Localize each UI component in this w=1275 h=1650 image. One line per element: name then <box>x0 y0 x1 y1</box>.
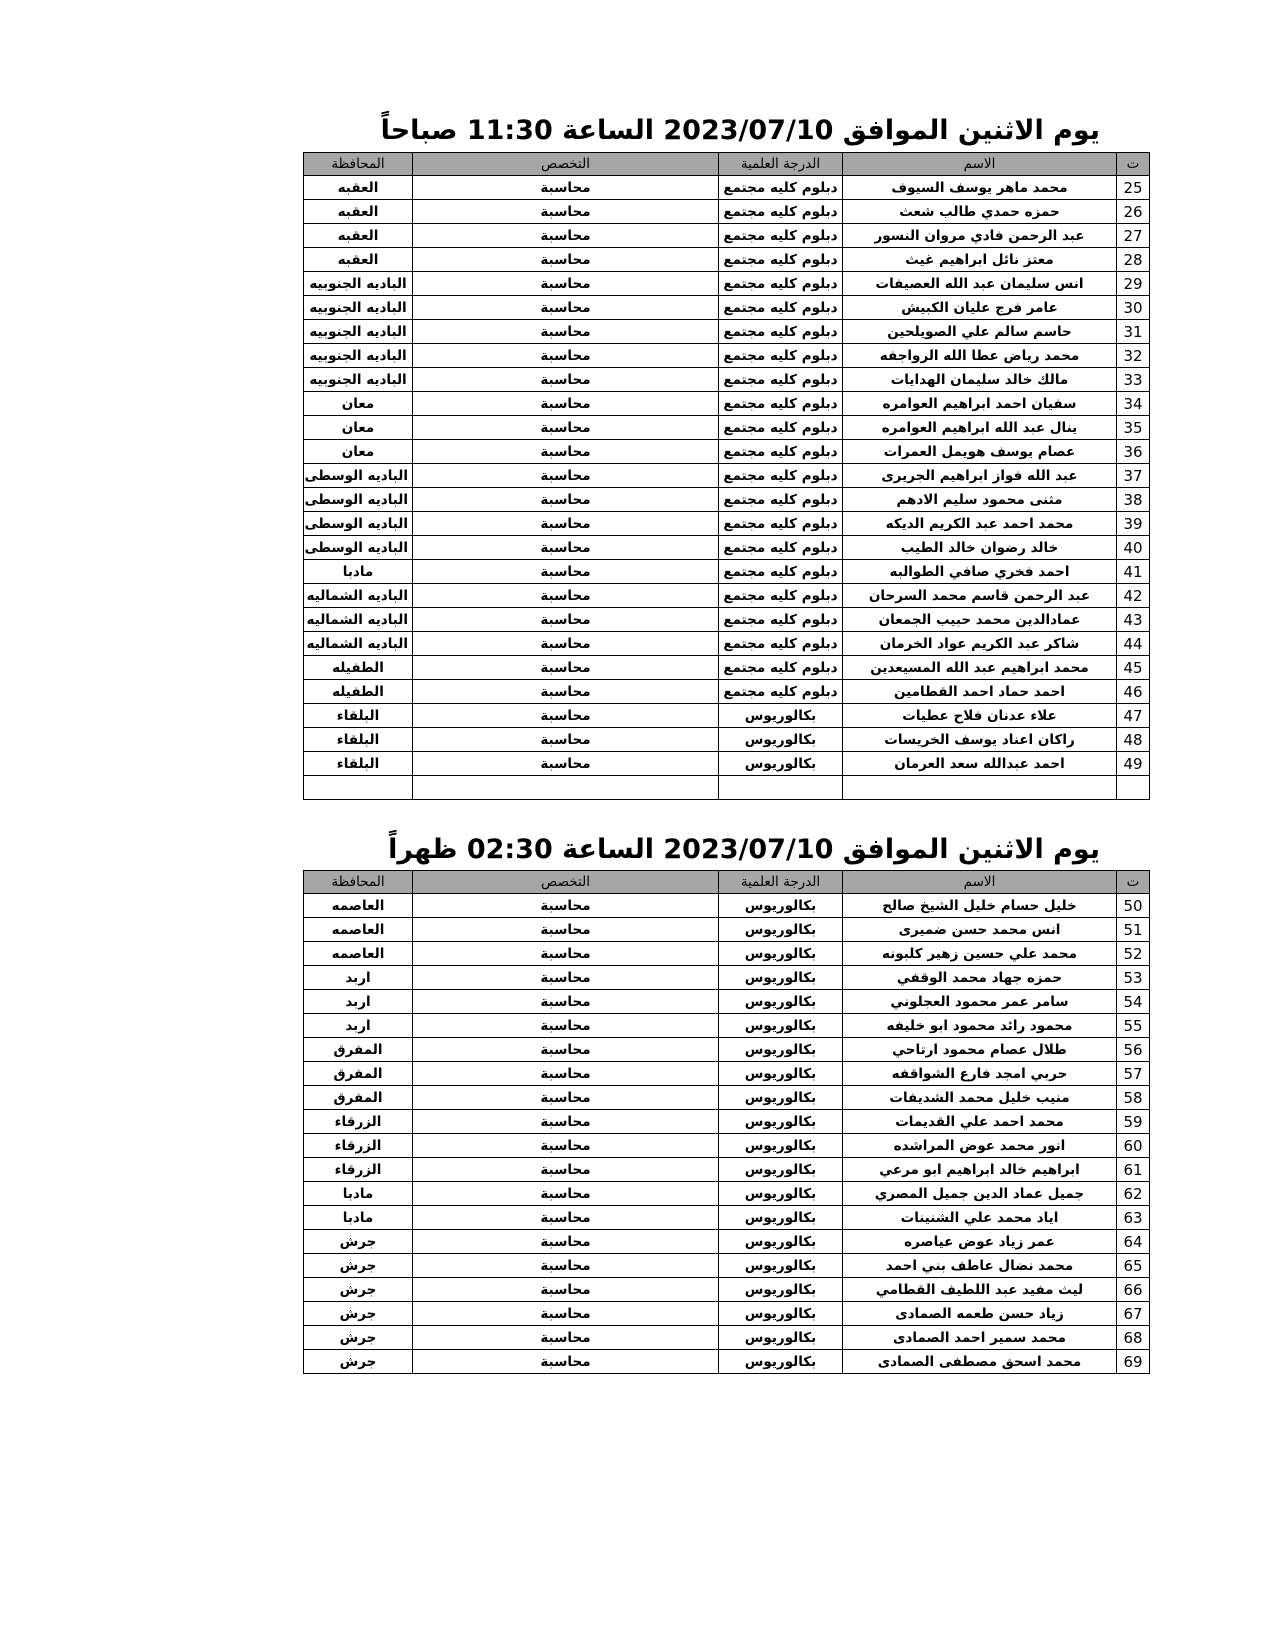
cell-degree: دبلوم كليه مجتمع <box>719 272 843 296</box>
cell-name: عبد الله فواز ابراهيم الجريرى <box>843 464 1117 488</box>
cell-governorate: الباديه الوسطى <box>304 488 413 512</box>
cell-degree: بكالوريوس <box>719 1302 843 1326</box>
cell-number: 63 <box>1117 1206 1150 1230</box>
cell-major: محاسبة <box>413 1158 719 1182</box>
cell-major: محاسبة <box>413 1254 719 1278</box>
cell-major: محاسبة <box>413 368 719 392</box>
header-degree: الدرجة العلمية <box>719 871 843 894</box>
cell-number: 65 <box>1117 1254 1150 1278</box>
cell-degree: دبلوم كليه مجتمع <box>719 296 843 320</box>
cell-name <box>843 776 1117 800</box>
cell-name: جميل عماد الدين جميل المصري <box>843 1182 1117 1206</box>
cell-degree: دبلوم كليه مجتمع <box>719 176 843 200</box>
cell-number: 41 <box>1117 560 1150 584</box>
cell-name: مالك خالد سليمان الهدايات <box>843 368 1117 392</box>
cell-number: 27 <box>1117 224 1150 248</box>
table-body-afternoon <box>304 894 1150 1374</box>
cell-major: محاسبة <box>413 176 719 200</box>
cell-major: محاسبة <box>413 990 719 1014</box>
cell-name: حمزه جهاد محمد الوقفي <box>843 966 1117 990</box>
cell-number: 48 <box>1117 728 1150 752</box>
cell-number: 33 <box>1117 368 1150 392</box>
cell-governorate: جرش <box>304 1302 413 1326</box>
cell-degree: دبلوم كليه مجتمع <box>719 632 843 656</box>
cell-degree: بكالوريوس <box>719 1350 843 1374</box>
cell-major: محاسبة <box>413 1014 719 1038</box>
cell-major: محاسبة <box>413 1110 719 1134</box>
cell-name: ابراهيم خالد ابراهيم ابو مرعي <box>843 1158 1117 1182</box>
table-row <box>304 918 1150 942</box>
cell-governorate: جرش <box>304 1230 413 1254</box>
cell-name: عمادالدين محمد حبيب الجمعان <box>843 608 1117 632</box>
cell-number: 66 <box>1117 1278 1150 1302</box>
cell-degree: دبلوم كليه مجتمع <box>719 416 843 440</box>
table-row <box>304 296 1150 320</box>
cell-name: ليث مفيد عبد اللطيف القطامي <box>843 1278 1117 1302</box>
cell-name: محمد ماهر يوسف السيوف <box>843 176 1117 200</box>
cell-degree: بكالوريوس <box>719 752 843 776</box>
cell-major: محاسبة <box>413 224 719 248</box>
cell-degree: بكالوريوس <box>719 1278 843 1302</box>
cell-number: 47 <box>1117 704 1150 728</box>
cell-major: محاسبة <box>413 1302 719 1326</box>
cell-governorate: الباديه الجنوبيه <box>304 344 413 368</box>
cell-degree: بكالوريوس <box>719 704 843 728</box>
table-row <box>304 224 1150 248</box>
cell-name: انس سليمان عبد الله العصيفات <box>843 272 1117 296</box>
header-num: ت <box>1117 871 1150 894</box>
table-row <box>304 1254 1150 1278</box>
cell-degree: بكالوريوس <box>719 1086 843 1110</box>
cell-governorate: جرش <box>304 1254 413 1278</box>
cell-governorate: الزرقاء <box>304 1158 413 1182</box>
cell-name: سامر عمر محمود العجلوني <box>843 990 1117 1014</box>
cell-major: محاسبة <box>413 1134 719 1158</box>
cell-name: حاسم سالم علي الصويلحين <box>843 320 1117 344</box>
table-row <box>304 1062 1150 1086</box>
cell-governorate: الباديه الوسطى <box>304 512 413 536</box>
table-row <box>304 1158 1150 1182</box>
cell-governorate: العقبه <box>304 200 413 224</box>
table-row <box>304 488 1150 512</box>
cell-governorate: الباديه الجنوبيه <box>304 320 413 344</box>
cell-major: محاسبة <box>413 536 719 560</box>
cell-governorate: العاصمه <box>304 942 413 966</box>
cell-degree: بكالوريوس <box>719 894 843 918</box>
cell-name: انس محمد حسن ضميرى <box>843 918 1117 942</box>
cell-number: 54 <box>1117 990 1150 1014</box>
table-row <box>304 440 1150 464</box>
exam-roster-table-afternoon <box>303 870 1150 1374</box>
cell-degree: دبلوم كليه مجتمع <box>719 464 843 488</box>
cell-major: محاسبة <box>413 272 719 296</box>
table-row <box>304 1182 1150 1206</box>
header-degree: الدرجة العلمية <box>719 153 843 176</box>
cell-major: محاسبة <box>413 1206 719 1230</box>
cell-degree: بكالوريوس <box>719 1062 843 1086</box>
table-row <box>304 368 1150 392</box>
cell-governorate: العقبه <box>304 248 413 272</box>
table-row <box>304 272 1150 296</box>
table-row <box>304 344 1150 368</box>
cell-degree: دبلوم كليه مجتمع <box>719 200 843 224</box>
cell-governorate: البلقاء <box>304 704 413 728</box>
table-row <box>304 1110 1150 1134</box>
cell-number: 39 <box>1117 512 1150 536</box>
cell-degree: دبلوم كليه مجتمع <box>719 320 843 344</box>
cell-major: محاسبة <box>413 656 719 680</box>
cell-governorate: مادبا <box>304 1206 413 1230</box>
cell-number: 57 <box>1117 1062 1150 1086</box>
cell-major: محاسبة <box>413 894 719 918</box>
cell-governorate: العاصمه <box>304 918 413 942</box>
cell-degree: بكالوريوس <box>719 1326 843 1350</box>
table-row <box>304 1326 1150 1350</box>
cell-degree: دبلوم كليه مجتمع <box>719 536 843 560</box>
cell-name: محمد رياض عطا الله الرواجفه <box>843 344 1117 368</box>
cell-number: 25 <box>1117 176 1150 200</box>
cell-name: راكان اعناد يوسف الخريسات <box>843 728 1117 752</box>
cell-major: محاسبة <box>413 344 719 368</box>
cell-governorate: الطفيله <box>304 656 413 680</box>
cell-governorate: معان <box>304 440 413 464</box>
cell-major <box>413 776 719 800</box>
cell-degree: دبلوم كليه مجتمع <box>719 248 843 272</box>
header-governorate: المحافظة <box>304 153 413 176</box>
cell-name: محمد نضال عاطف بني احمد <box>843 1254 1117 1278</box>
cell-degree: بكالوريوس <box>719 1230 843 1254</box>
cell-degree: دبلوم كليه مجتمع <box>719 488 843 512</box>
cell-governorate: البلقاء <box>304 728 413 752</box>
cell-degree: بكالوريوس <box>719 1206 843 1230</box>
cell-major: محاسبة <box>413 488 719 512</box>
cell-number: 43 <box>1117 608 1150 632</box>
table-row <box>304 416 1150 440</box>
cell-governorate <box>304 776 413 800</box>
cell-governorate: معان <box>304 392 413 416</box>
cell-number: 64 <box>1117 1230 1150 1254</box>
cell-degree: دبلوم كليه مجتمع <box>719 680 843 704</box>
cell-governorate: اربد <box>304 966 413 990</box>
cell-degree <box>719 776 843 800</box>
cell-degree: بكالوريوس <box>719 1014 843 1038</box>
cell-number: 61 <box>1117 1158 1150 1182</box>
cell-number: 37 <box>1117 464 1150 488</box>
cell-degree: دبلوم كليه مجتمع <box>719 656 843 680</box>
section-title-afternoon: يوم الاثنين الموافق 2023/07/10 الساعة 02:30 ظهراً <box>388 834 1100 865</box>
cell-degree: بكالوريوس <box>719 728 843 752</box>
cell-governorate: الزرقاء <box>304 1134 413 1158</box>
cell-degree: بكالوريوس <box>719 1110 843 1134</box>
cell-number: 45 <box>1117 656 1150 680</box>
cell-major: محاسبة <box>413 1086 719 1110</box>
cell-governorate: معان <box>304 416 413 440</box>
cell-governorate: البلقاء <box>304 752 413 776</box>
cell-number: 36 <box>1117 440 1150 464</box>
table-row <box>304 990 1150 1014</box>
cell-major: محاسبة <box>413 1038 719 1062</box>
table-row <box>304 1038 1150 1062</box>
cell-degree: بكالوريوس <box>719 942 843 966</box>
cell-degree: دبلوم كليه مجتمع <box>719 584 843 608</box>
cell-name: احمد حماد احمد القطامين <box>843 680 1117 704</box>
table-row <box>304 942 1150 966</box>
table-header-row <box>304 153 1150 176</box>
header-name: الاسم <box>843 153 1117 176</box>
cell-name: محمود رائد محمود ابو خليفه <box>843 1014 1117 1038</box>
cell-number: 67 <box>1117 1302 1150 1326</box>
cell-number: 62 <box>1117 1182 1150 1206</box>
cell-major: محاسبة <box>413 248 719 272</box>
cell-name: احمد عبدالله سعد العرمان <box>843 752 1117 776</box>
cell-degree: بكالوريوس <box>719 990 843 1014</box>
exam-roster-table-morning <box>303 152 1150 800</box>
table-row <box>304 680 1150 704</box>
cell-major: محاسبة <box>413 1062 719 1086</box>
cell-number: 35 <box>1117 416 1150 440</box>
cell-name: مثنى محمود سليم الادهم <box>843 488 1117 512</box>
cell-name: حربي امجد فارع الشواقفه <box>843 1062 1117 1086</box>
cell-number: 40 <box>1117 536 1150 560</box>
cell-governorate: العاصمه <box>304 894 413 918</box>
cell-number: 58 <box>1117 1086 1150 1110</box>
cell-name: احمد فخري صافي الطوالبه <box>843 560 1117 584</box>
cell-number: 29 <box>1117 272 1150 296</box>
cell-number: 28 <box>1117 248 1150 272</box>
cell-name: علاء عدنان فلاح عطيات <box>843 704 1117 728</box>
cell-name: عصام يوسف هويمل العمرات <box>843 440 1117 464</box>
cell-number: 32 <box>1117 344 1150 368</box>
table-row <box>304 776 1150 800</box>
cell-governorate: مادبا <box>304 1182 413 1206</box>
cell-degree: دبلوم كليه مجتمع <box>719 560 843 584</box>
table-row <box>304 656 1150 680</box>
table-row <box>304 966 1150 990</box>
table-row <box>304 1230 1150 1254</box>
header-name: الاسم <box>843 871 1117 894</box>
cell-degree: بكالوريوس <box>719 1038 843 1062</box>
cell-major: محاسبة <box>413 392 719 416</box>
cell-number: 26 <box>1117 200 1150 224</box>
cell-degree: دبلوم كليه مجتمع <box>719 608 843 632</box>
cell-degree: بكالوريوس <box>719 1134 843 1158</box>
cell-governorate: الباديه الوسطى <box>304 464 413 488</box>
cell-governorate: المفرق <box>304 1062 413 1086</box>
cell-name: عبد الرحمن فادي مروان النسور <box>843 224 1117 248</box>
cell-major: محاسبة <box>413 918 719 942</box>
header-major: التخصص <box>413 153 719 176</box>
cell-degree: بكالوريوس <box>719 1254 843 1278</box>
cell-number: 59 <box>1117 1110 1150 1134</box>
cell-major: محاسبة <box>413 942 719 966</box>
cell-number <box>1117 776 1150 800</box>
cell-number: 42 <box>1117 584 1150 608</box>
header-num: ت <box>1117 153 1150 176</box>
cell-number: 46 <box>1117 680 1150 704</box>
cell-governorate: الباديه الجنوبيه <box>304 296 413 320</box>
cell-name: طلال عصام محمود ارتاحي <box>843 1038 1117 1062</box>
cell-name: اياد محمد علي الشنينات <box>843 1206 1117 1230</box>
cell-governorate: المفرق <box>304 1086 413 1110</box>
cell-governorate: الباديه الجنوبيه <box>304 368 413 392</box>
header-major: التخصص <box>413 871 719 894</box>
table-row <box>304 536 1150 560</box>
cell-major: محاسبة <box>413 416 719 440</box>
cell-number: 34 <box>1117 392 1150 416</box>
cell-name: معتز نائل ابراهيم غيث <box>843 248 1117 272</box>
cell-major: محاسبة <box>413 440 719 464</box>
cell-degree: دبلوم كليه مجتمع <box>719 344 843 368</box>
table-row <box>304 704 1150 728</box>
cell-governorate: جرش <box>304 1350 413 1374</box>
cell-number: 60 <box>1117 1134 1150 1158</box>
cell-name: محمد ابراهيم عبد الله المسيعدين <box>843 656 1117 680</box>
cell-major: محاسبة <box>413 200 719 224</box>
cell-governorate: المفرق <box>304 1038 413 1062</box>
cell-number: 68 <box>1117 1326 1150 1350</box>
table-row <box>304 320 1150 344</box>
cell-number: 30 <box>1117 296 1150 320</box>
cell-degree: بكالوريوس <box>719 1158 843 1182</box>
cell-governorate: اربد <box>304 1014 413 1038</box>
cell-degree: دبلوم كليه مجتمع <box>719 368 843 392</box>
cell-name: خالد رضوان خالد الطيب <box>843 536 1117 560</box>
cell-major: محاسبة <box>413 1350 719 1374</box>
cell-number: 52 <box>1117 942 1150 966</box>
table-row <box>304 1014 1150 1038</box>
cell-number: 53 <box>1117 966 1150 990</box>
cell-governorate: مادبا <box>304 560 413 584</box>
cell-degree: بكالوريوس <box>719 966 843 990</box>
cell-name: خليل حسام خليل الشيخ صالح <box>843 894 1117 918</box>
cell-name: شاكر عبد الكريم عواد الخرمان <box>843 632 1117 656</box>
cell-major: محاسبة <box>413 1182 719 1206</box>
cell-major: محاسبة <box>413 464 719 488</box>
cell-governorate: الباديه الشماليه <box>304 584 413 608</box>
table-row <box>304 392 1150 416</box>
table-header-row <box>304 871 1150 894</box>
cell-degree: بكالوريوس <box>719 1182 843 1206</box>
cell-number: 49 <box>1117 752 1150 776</box>
cell-governorate: الزرقاء <box>304 1110 413 1134</box>
cell-degree: دبلوم كليه مجتمع <box>719 392 843 416</box>
table-row <box>304 464 1150 488</box>
cell-governorate: الباديه الجنوبيه <box>304 272 413 296</box>
cell-name: حمزه حمدي طالب شعث <box>843 200 1117 224</box>
table-row <box>304 200 1150 224</box>
cell-major: محاسبة <box>413 584 719 608</box>
cell-governorate: الباديه الشماليه <box>304 632 413 656</box>
cell-major: محاسبة <box>413 320 719 344</box>
cell-name: محمد علي حسين زهير كلبونه <box>843 942 1117 966</box>
table-row <box>304 1278 1150 1302</box>
cell-name: محمد اسحق مصطفى الصمادى <box>843 1350 1117 1374</box>
cell-major: محاسبة <box>413 512 719 536</box>
cell-governorate: الباديه الوسطى <box>304 536 413 560</box>
cell-major: محاسبة <box>413 560 719 584</box>
table-row <box>304 176 1150 200</box>
cell-major: محاسبة <box>413 632 719 656</box>
cell-major: محاسبة <box>413 1230 719 1254</box>
cell-major: محاسبة <box>413 728 719 752</box>
table-row <box>304 1206 1150 1230</box>
cell-governorate: جرش <box>304 1326 413 1350</box>
table-row <box>304 1134 1150 1158</box>
table-body-morning <box>304 176 1150 800</box>
table-row <box>304 248 1150 272</box>
cell-name: زياد حسن طعمه الصمادى <box>843 1302 1117 1326</box>
cell-governorate: العقبه <box>304 176 413 200</box>
cell-number: 50 <box>1117 894 1150 918</box>
cell-governorate: جرش <box>304 1278 413 1302</box>
cell-major: محاسبة <box>413 1278 719 1302</box>
table-row <box>304 632 1150 656</box>
cell-number: 44 <box>1117 632 1150 656</box>
header-governorate: المحافظة <box>304 871 413 894</box>
cell-number: 51 <box>1117 918 1150 942</box>
table-row <box>304 1086 1150 1110</box>
cell-number: 55 <box>1117 1014 1150 1038</box>
cell-name: عبد الرحمن قاسم محمد السرحان <box>843 584 1117 608</box>
cell-governorate: العقبه <box>304 224 413 248</box>
cell-major: محاسبة <box>413 1326 719 1350</box>
cell-number: 38 <box>1117 488 1150 512</box>
table-row <box>304 560 1150 584</box>
cell-degree: دبلوم كليه مجتمع <box>719 512 843 536</box>
table-row <box>304 1302 1150 1326</box>
cell-governorate: اربد <box>304 990 413 1014</box>
table-row <box>304 728 1150 752</box>
table-row <box>304 584 1150 608</box>
cell-name: منيب خليل محمد الشديفات <box>843 1086 1117 1110</box>
cell-number: 31 <box>1117 320 1150 344</box>
table-row <box>304 752 1150 776</box>
table-row <box>304 608 1150 632</box>
cell-major: محاسبة <box>413 752 719 776</box>
cell-governorate: الباديه الشماليه <box>304 608 413 632</box>
cell-major: محاسبة <box>413 296 719 320</box>
cell-name: سفيان احمد ابراهيم العوامره <box>843 392 1117 416</box>
cell-major: محاسبة <box>413 704 719 728</box>
cell-number: 56 <box>1117 1038 1150 1062</box>
cell-name: محمد سمير احمد الصمادى <box>843 1326 1117 1350</box>
cell-name: انور محمد عوض المراشده <box>843 1134 1117 1158</box>
cell-major: محاسبة <box>413 966 719 990</box>
cell-name: عمر زياد عوض عياصره <box>843 1230 1117 1254</box>
cell-degree: دبلوم كليه مجتمع <box>719 224 843 248</box>
cell-name: عامر فرج عليان الكبيش <box>843 296 1117 320</box>
cell-governorate: الطفيله <box>304 680 413 704</box>
cell-major: محاسبة <box>413 680 719 704</box>
cell-number: 69 <box>1117 1350 1150 1374</box>
table-row <box>304 1350 1150 1374</box>
cell-major: محاسبة <box>413 608 719 632</box>
table-row <box>304 512 1150 536</box>
table-row <box>304 894 1150 918</box>
cell-name: محمد احمد عبد الكريم الديكه <box>843 512 1117 536</box>
cell-degree: دبلوم كليه مجتمع <box>719 440 843 464</box>
cell-name: ينال عبد الله ابراهيم العوامره <box>843 416 1117 440</box>
section-title-morning: يوم الاثنين الموافق 2023/07/10 الساعة 11:30 صباحاً <box>380 115 1100 146</box>
cell-degree: بكالوريوس <box>719 918 843 942</box>
cell-name: محمد احمد علي القديمات <box>843 1110 1117 1134</box>
